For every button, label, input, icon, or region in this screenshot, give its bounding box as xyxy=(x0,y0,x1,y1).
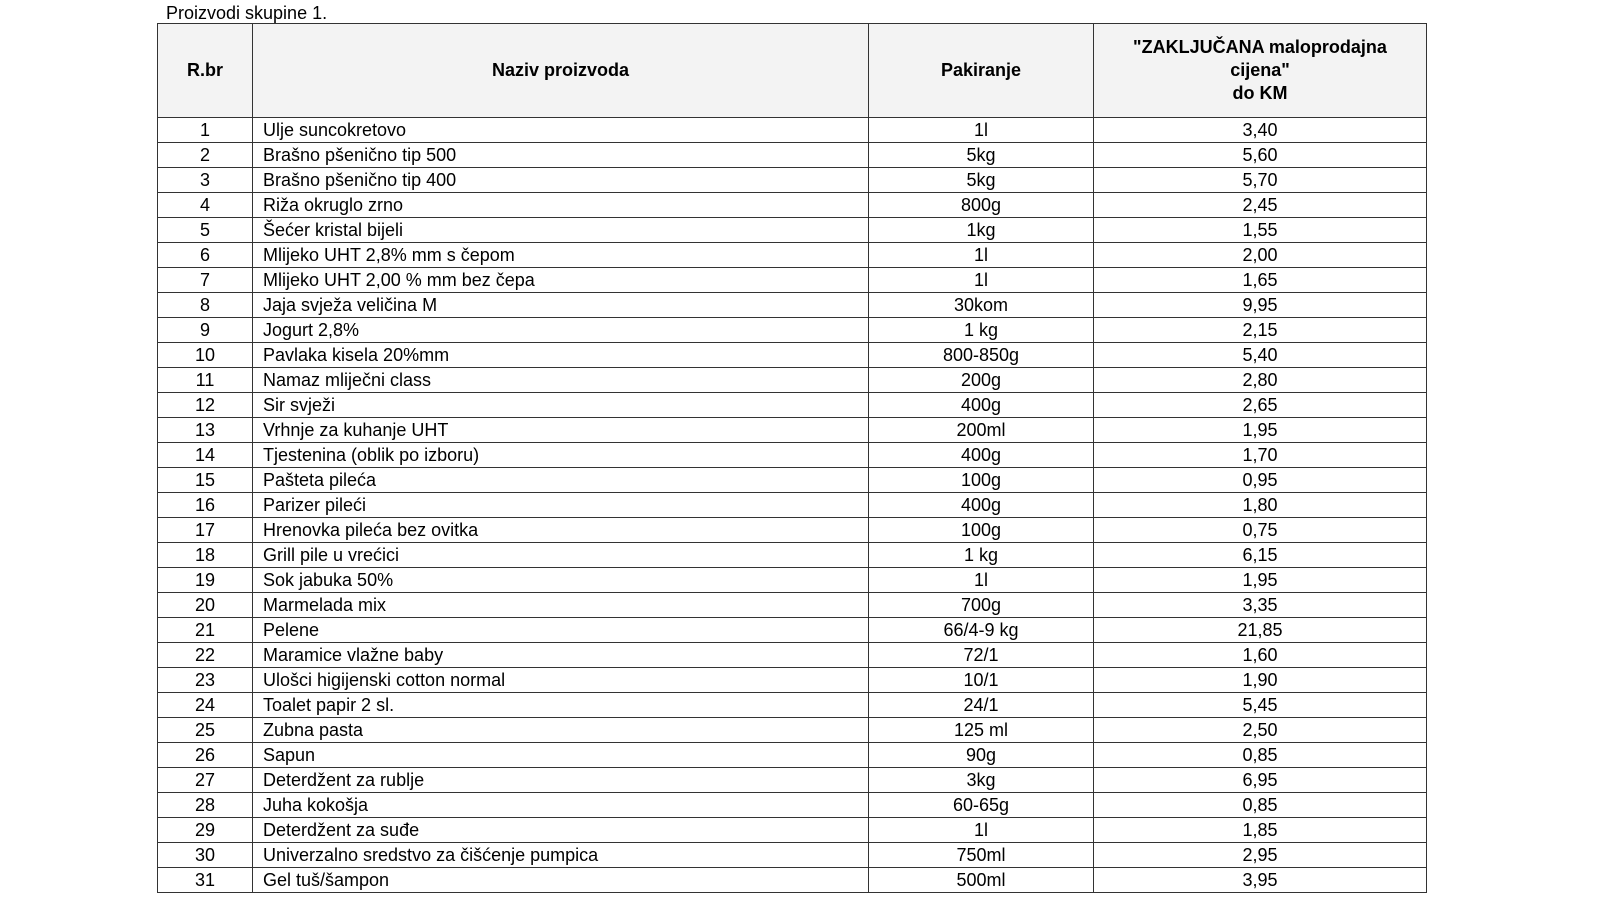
cell-price: 2,95 xyxy=(1094,843,1427,868)
cell-pack: 1l xyxy=(869,118,1094,143)
cell-pack: 1l xyxy=(869,268,1094,293)
cell-pack: 1 kg xyxy=(869,318,1094,343)
cell-name: Deterdžent za rublje xyxy=(253,768,869,793)
cell-price: 0,85 xyxy=(1094,743,1427,768)
cell-price: 3,95 xyxy=(1094,868,1427,893)
cell-name: Vrhnje za kuhanje UHT xyxy=(253,418,869,443)
table-row xyxy=(158,168,1427,193)
cell-price: 9,95 xyxy=(1094,293,1427,318)
cell-pack: 500ml xyxy=(869,868,1094,893)
cell-num: 27 xyxy=(158,768,253,793)
cell-num: 23 xyxy=(158,668,253,693)
table-row xyxy=(158,118,1427,143)
table-row xyxy=(158,568,1427,593)
table-row xyxy=(158,693,1427,718)
cell-price: 2,00 xyxy=(1094,243,1427,268)
cell-name: Pavlaka kisela 20%mm xyxy=(253,343,869,368)
table-row xyxy=(158,868,1427,893)
table-row xyxy=(158,743,1427,768)
cell-name: Deterdžent za suđe xyxy=(253,818,869,843)
header-pack: Pakiranje xyxy=(869,24,1094,118)
cell-pack: 1kg xyxy=(869,218,1094,243)
cell-pack: 800g xyxy=(869,193,1094,218)
cell-pack: 90g xyxy=(869,743,1094,768)
cell-price: 1,90 xyxy=(1094,668,1427,693)
cell-name: Pelene xyxy=(253,618,869,643)
cell-num: 4 xyxy=(158,193,253,218)
cell-pack: 200ml xyxy=(869,418,1094,443)
cell-num: 9 xyxy=(158,318,253,343)
table-row xyxy=(158,818,1427,843)
cell-price: 6,15 xyxy=(1094,543,1427,568)
cell-name: Juha kokošja xyxy=(253,793,869,818)
cell-num: 8 xyxy=(158,293,253,318)
cell-num: 17 xyxy=(158,518,253,543)
table-row xyxy=(158,143,1427,168)
cell-name: Sapun xyxy=(253,743,869,768)
cell-price: 1,65 xyxy=(1094,268,1427,293)
table-row xyxy=(158,393,1427,418)
cell-pack: 700g xyxy=(869,593,1094,618)
cell-name: Brašno pšenično tip 500 xyxy=(253,143,869,168)
cell-name: Maramice vlažne baby xyxy=(253,643,869,668)
table-row xyxy=(158,668,1427,693)
cell-pack: 30kom xyxy=(869,293,1094,318)
table-row xyxy=(158,443,1427,468)
table-row xyxy=(158,618,1427,643)
cell-name: Univerzalno sredstvo za čišćenje pumpica xyxy=(253,843,869,868)
header-num: R.br xyxy=(158,24,253,118)
table-row xyxy=(158,768,1427,793)
cell-name: Grill pile u vrećici xyxy=(253,543,869,568)
table-row xyxy=(158,593,1427,618)
cell-name: Jogurt 2,8% xyxy=(253,318,869,343)
table-row xyxy=(158,518,1427,543)
cell-num: 5 xyxy=(158,218,253,243)
cell-num: 19 xyxy=(158,568,253,593)
cell-name: Sir svježi xyxy=(253,393,869,418)
cell-pack: 750ml xyxy=(869,843,1094,868)
header-price-line-3: do KM xyxy=(1232,83,1288,103)
cell-num: 7 xyxy=(158,268,253,293)
cell-name: Tjestenina (oblik po izboru) xyxy=(253,443,869,468)
table-row xyxy=(158,543,1427,568)
cell-pack: 200g xyxy=(869,368,1094,393)
table-row xyxy=(158,318,1427,343)
cell-name: Zubna pasta xyxy=(253,718,869,743)
cell-price: 0,85 xyxy=(1094,793,1427,818)
cell-pack: 10/1 xyxy=(869,668,1094,693)
cell-num: 12 xyxy=(158,393,253,418)
cell-name: Brašno pšenično tip 400 xyxy=(253,168,869,193)
cell-pack: 5kg xyxy=(869,168,1094,193)
table-row xyxy=(158,793,1427,818)
cell-name: Mlijeko UHT 2,00 % mm bez čepa xyxy=(253,268,869,293)
cell-price: 0,95 xyxy=(1094,468,1427,493)
cell-num: 2 xyxy=(158,143,253,168)
cell-pack: 400g xyxy=(869,493,1094,518)
table-row xyxy=(158,493,1427,518)
table-row xyxy=(158,843,1427,868)
header-price-line-2: cijena" xyxy=(1230,60,1290,80)
cell-price: 2,15 xyxy=(1094,318,1427,343)
cell-price: 5,40 xyxy=(1094,343,1427,368)
cell-num: 1 xyxy=(158,118,253,143)
cell-pack: 1l xyxy=(869,568,1094,593)
cell-num: 29 xyxy=(158,818,253,843)
cell-num: 22 xyxy=(158,643,253,668)
table-row xyxy=(158,343,1427,368)
cell-num: 11 xyxy=(158,368,253,393)
table-caption: Proizvodi skupine 1. xyxy=(166,3,328,23)
cell-name: Ulje suncokretovo xyxy=(253,118,869,143)
cell-num: 18 xyxy=(158,543,253,568)
cell-num: 15 xyxy=(158,468,253,493)
cell-pack: 125 ml xyxy=(869,718,1094,743)
cell-price: 1,55 xyxy=(1094,218,1427,243)
cell-name: Hrenovka pileća bez ovitka xyxy=(253,518,869,543)
cell-pack: 72/1 xyxy=(869,643,1094,668)
cell-price: 1,95 xyxy=(1094,418,1427,443)
cell-num: 6 xyxy=(158,243,253,268)
cell-num: 13 xyxy=(158,418,253,443)
cell-price: 3,35 xyxy=(1094,593,1427,618)
table-row xyxy=(158,368,1427,393)
cell-name: Riža okruglo zrno xyxy=(253,193,869,218)
cell-num: 28 xyxy=(158,793,253,818)
cell-pack: 1 kg xyxy=(869,543,1094,568)
cell-pack: 100g xyxy=(869,468,1094,493)
cell-price: 0,75 xyxy=(1094,518,1427,543)
table-row xyxy=(158,643,1427,668)
cell-num: 21 xyxy=(158,618,253,643)
table-row xyxy=(158,293,1427,318)
header-price-line-1: "ZAKLJUČANA maloprodajna xyxy=(1133,37,1387,57)
cell-pack: 800-850g xyxy=(869,343,1094,368)
cell-name: Namaz mliječni class xyxy=(253,368,869,393)
cell-pack: 1l xyxy=(869,243,1094,268)
cell-price: 2,50 xyxy=(1094,718,1427,743)
table-row xyxy=(158,243,1427,268)
cell-price: 2,80 xyxy=(1094,368,1427,393)
products-table xyxy=(157,23,1427,893)
cell-num: 20 xyxy=(158,593,253,618)
cell-pack: 60-65g xyxy=(869,793,1094,818)
cell-price: 1,95 xyxy=(1094,568,1427,593)
cell-price: 2,65 xyxy=(1094,393,1427,418)
cell-num: 30 xyxy=(158,843,253,868)
cell-price: 5,70 xyxy=(1094,168,1427,193)
cell-num: 24 xyxy=(158,693,253,718)
cell-name: Toalet papir 2 sl. xyxy=(253,693,869,718)
cell-name: Šećer kristal bijeli xyxy=(253,218,869,243)
cell-name: Marmelada mix xyxy=(253,593,869,618)
cell-pack: 24/1 xyxy=(869,693,1094,718)
table-row xyxy=(158,418,1427,443)
cell-name: Ulošci higijenski cotton normal xyxy=(253,668,869,693)
cell-price: 1,70 xyxy=(1094,443,1427,468)
cell-name: Pašteta pileća xyxy=(253,468,869,493)
cell-pack: 100g xyxy=(869,518,1094,543)
cell-num: 31 xyxy=(158,868,253,893)
cell-price: 5,60 xyxy=(1094,143,1427,168)
header-name: Naziv proizvoda xyxy=(253,24,869,118)
cell-price: 2,45 xyxy=(1094,193,1427,218)
cell-num: 3 xyxy=(158,168,253,193)
cell-pack: 5kg xyxy=(869,143,1094,168)
cell-num: 26 xyxy=(158,743,253,768)
table-row xyxy=(158,268,1427,293)
cell-price: 1,80 xyxy=(1094,493,1427,518)
cell-name: Mlijeko UHT 2,8% mm s čepom xyxy=(253,243,869,268)
cell-name: Jaja svježa veličina M xyxy=(253,293,869,318)
cell-price: 6,95 xyxy=(1094,768,1427,793)
cell-price: 5,45 xyxy=(1094,693,1427,718)
cell-name: Sok jabuka 50% xyxy=(253,568,869,593)
cell-price: 21,85 xyxy=(1094,618,1427,643)
table-row xyxy=(158,218,1427,243)
cell-name: Gel tuš/šampon xyxy=(253,868,869,893)
cell-pack: 66/4-9 kg xyxy=(869,618,1094,643)
table-body xyxy=(158,118,1427,893)
table-row xyxy=(158,468,1427,493)
cell-price: 1,85 xyxy=(1094,818,1427,843)
cell-price: 3,40 xyxy=(1094,118,1427,143)
cell-num: 25 xyxy=(158,718,253,743)
cell-num: 16 xyxy=(158,493,253,518)
cell-name: Parizer pileći xyxy=(253,493,869,518)
header-price xyxy=(1094,24,1427,118)
cell-price: 1,60 xyxy=(1094,643,1427,668)
cell-num: 14 xyxy=(158,443,253,468)
cell-pack: 400g xyxy=(869,443,1094,468)
table-row xyxy=(158,193,1427,218)
table-header-row xyxy=(158,24,1427,118)
cell-num: 10 xyxy=(158,343,253,368)
cell-pack: 3kg xyxy=(869,768,1094,793)
cell-pack: 1l xyxy=(869,818,1094,843)
cell-pack: 400g xyxy=(869,393,1094,418)
table-row xyxy=(158,718,1427,743)
